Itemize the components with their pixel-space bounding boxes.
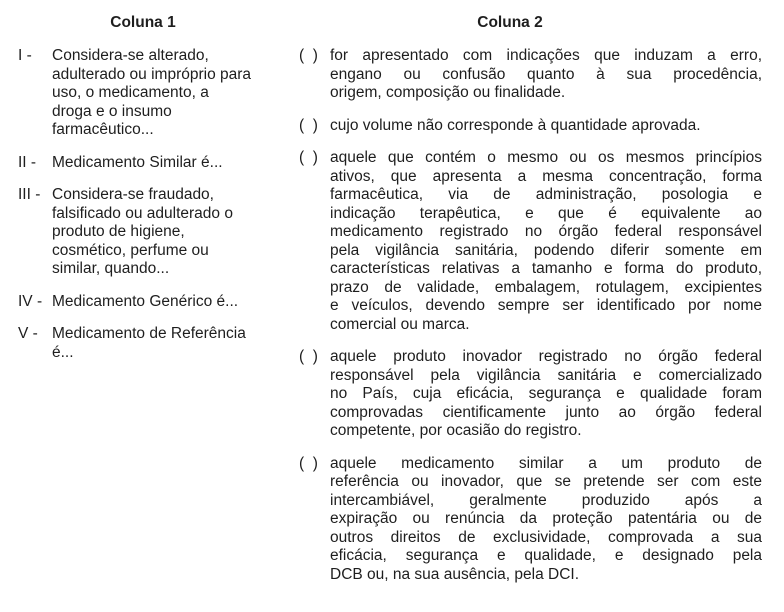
answer-blank: ( ) <box>299 116 318 134</box>
item-numeral: I - <box>18 47 32 64</box>
item-text <box>52 293 286 312</box>
item-numeral: II - <box>18 153 37 171</box>
list-item <box>18 325 286 362</box>
item-text-line: aquele produto inovador registrado no órgão federal <box>330 348 762 365</box>
item-text-line: características relativas a tamanho e forma do produto, <box>330 260 762 277</box>
list-item <box>18 293 286 312</box>
answer-blank: ( ) <box>299 348 318 365</box>
item-text-line: Considera-se fraudado, <box>52 186 214 203</box>
list-item <box>18 186 286 279</box>
list-item <box>299 47 762 103</box>
item-text-line: e veículos, devendo sempre ser identificado por nome <box>330 297 762 314</box>
item-text-line: aquele medicamento similar a um produto de <box>330 454 762 472</box>
item-text-line: indicação terapêutica, e que é equivalente ao <box>330 204 762 222</box>
answer-blank: ( ) <box>299 47 318 64</box>
item-text-line: droga e o insumo <box>52 102 172 120</box>
item-text-line: prazo de validade, embalagem, rotulagem, excipientes <box>330 278 762 296</box>
item-text-line: eficácia, segurança e qualidade, e designado pela <box>330 547 762 564</box>
item-text-line: farmacêutica, via de administração, posologia e <box>330 186 762 203</box>
item-text-line: intercambiável, geralmente produzido após a <box>330 491 762 509</box>
item-text <box>52 47 286 140</box>
list-item <box>299 348 762 441</box>
list-item <box>299 117 762 136</box>
item-text-line: aquele que contém o mesmo ou os mesmos princípios <box>330 149 762 166</box>
item-text-line: comprovadas cientificamente junto ao órgão federal <box>330 403 762 421</box>
item-text <box>52 186 286 279</box>
item-text-line: Considera-se alterado, <box>52 47 209 64</box>
item-text-line: expiração ou renúncia da proteção patentária ou de <box>330 510 762 527</box>
item-text-line: é... <box>52 343 74 361</box>
item-text-line: Medicamento Similar é... <box>52 153 223 171</box>
item-text-line: comercial ou marca. <box>330 315 470 333</box>
column2-list <box>299 47 762 598</box>
answer-blank: ( ) <box>299 149 318 166</box>
list-item <box>299 149 762 334</box>
item-text <box>330 455 762 585</box>
item-text <box>330 348 762 441</box>
item-text-line: no País, cuja eficácia, segurança e qualidade foram <box>330 385 762 402</box>
answer-blank: ( ) <box>299 454 318 472</box>
item-text-line: referência ou inovador, que se pretende ser com este <box>330 473 762 490</box>
list-item <box>18 47 286 140</box>
column1-title: Coluna 1 <box>110 14 176 31</box>
item-text-line: adulterado ou impróprio para <box>52 65 252 83</box>
item-text-line: competente, por ocasião do registro. <box>330 422 582 439</box>
item-text-line: DCB ou, na sua ausência, pela DCI. <box>330 565 579 583</box>
item-text <box>330 47 762 103</box>
item-text-line: similar, quando... <box>52 260 170 277</box>
item-text-line: farmacêutico... <box>52 121 154 138</box>
item-text-line: medicamento registrado no órgão federal responsável <box>330 223 762 240</box>
column1-list <box>18 47 286 376</box>
item-text-line: uso, o medicamento, a <box>52 84 209 101</box>
column2-title: Coluna 2 <box>477 14 543 31</box>
list-item <box>299 455 762 585</box>
item-text-line: outros direitos de exclusividade, comprovada a sua <box>330 528 762 546</box>
item-text-line: responsável pela vigilância sanitária e comercializado <box>330 366 762 384</box>
item-text-line: cujo volume não corresponde à quantidade aprovada. <box>330 116 701 134</box>
item-text <box>330 149 762 334</box>
item-text <box>52 325 286 362</box>
item-text-line: Medicamento Genérico é... <box>52 292 239 310</box>
item-text-line: Medicamento de Referência <box>52 325 246 342</box>
item-text-line: pela vigilância sanitária, podendo diferir somente em <box>330 241 762 259</box>
item-text-line: ativos, que apresenta a mesma concentração, forma <box>330 167 762 185</box>
item-numeral: IV - <box>18 292 43 310</box>
item-text-line: for apresentado com indicações que induzam a erro, <box>330 47 762 64</box>
item-numeral: V - <box>18 325 38 342</box>
item-text-line: origem, composição ou finalidade. <box>330 84 566 101</box>
item-text-line: produto de higiene, <box>52 223 185 240</box>
list-item <box>18 154 286 173</box>
item-numeral: III - <box>18 186 41 203</box>
item-text-line: cosmético, perfume ou <box>52 241 209 259</box>
item-text-line: falsificado ou adulterado o <box>52 204 233 222</box>
item-text <box>330 117 762 136</box>
item-text-line: engano ou confusão quanto à sua procedência, <box>330 65 762 83</box>
item-text <box>52 154 286 173</box>
